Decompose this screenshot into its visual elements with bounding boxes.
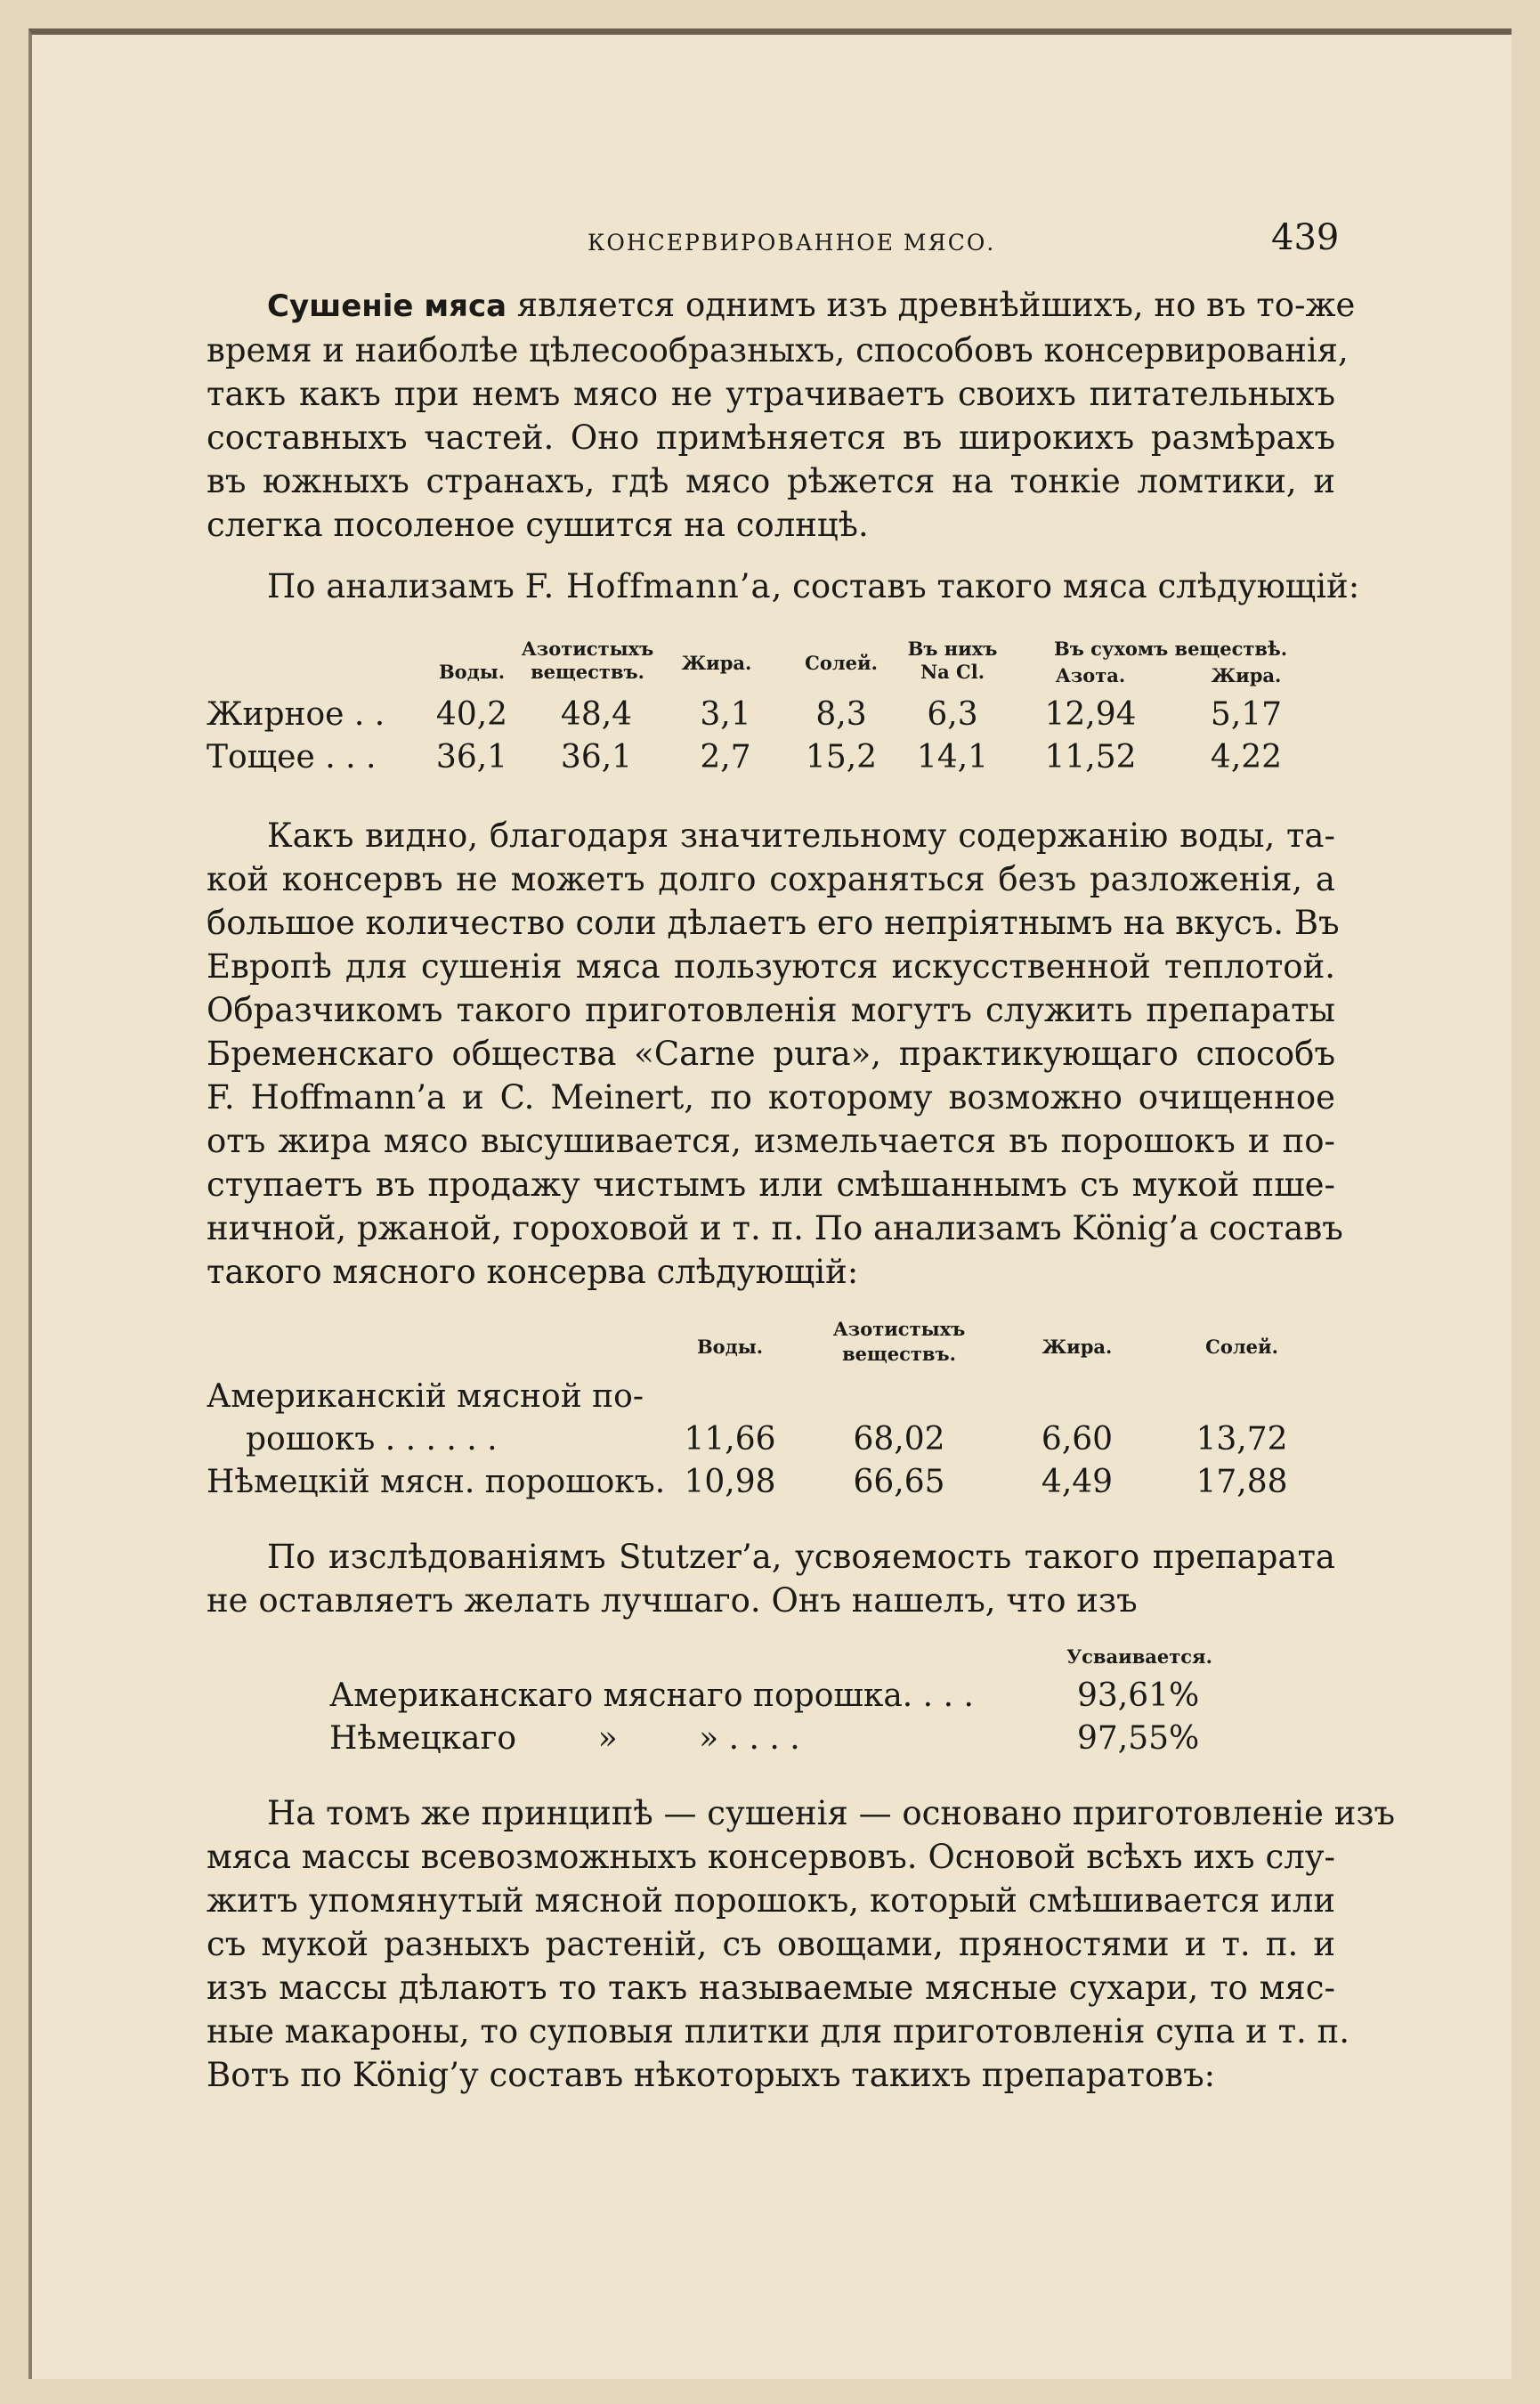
table1-cell: 3,1 — [700, 696, 751, 733]
table1-header-nacl-2: Na Cl. — [920, 661, 985, 683]
paragraph-line: F. Hoffmann’a и C. Meinert, по которому возможно очищенное — [207, 1078, 1335, 1117]
table3-value: 97,55% — [1077, 1720, 1200, 1757]
table3-header: Усваивается. — [1066, 1645, 1212, 1668]
table1-cell: 40,2 — [435, 696, 508, 733]
table1-header-salt: Солей. — [805, 652, 878, 674]
table2-row-label: Американскій мясной по- — [207, 1378, 644, 1415]
paragraph-line: слегка посоленое сушится на солнцѣ. — [207, 506, 869, 544]
table1-header-fat: Жира. — [681, 652, 752, 674]
paragraph-stutzer — [207, 1535, 1335, 1622]
paragraph-line: Образчикомъ такого приготовленія могутъ служить препараты — [207, 991, 1335, 1029]
paragraph-line: большое количество соли дѣлаетъ его непріятнымъ на вкусъ. Въ — [207, 904, 1340, 942]
table1-header-nacl-1: Въ нихъ — [907, 638, 998, 660]
paragraph-hoffmann-intro — [207, 564, 1360, 608]
paragraph-line: Бременскаго общества «Carne pura», практикующаго способъ — [207, 1035, 1335, 1073]
table2-header-salt: Солей. — [1205, 1336, 1278, 1358]
table1-cell: 15,2 — [805, 739, 878, 776]
table1-cell: 6,3 — [927, 696, 978, 733]
table1-header-nitro-2: веществъ. — [531, 661, 644, 683]
table2-header-nitro-1: Азотистыхъ — [832, 1318, 966, 1340]
paragraph-line: По изслѣдованіямъ Stutzer’a, усвояемость такого препарата — [267, 1538, 1335, 1576]
table1-cell: 14,1 — [916, 739, 989, 776]
paragraph-line: въ южныхъ странахъ, гдѣ мясо рѣжется на тонкіе ломтики, и — [207, 462, 1335, 500]
table1-header-water: Воды. — [438, 661, 506, 683]
table1-cell: 8,3 — [815, 696, 867, 733]
running-header: КОНСЕРВИРОВАННОЕ МЯСО. — [588, 230, 996, 256]
table1-row-label: Тощее . . . — [207, 739, 377, 776]
paragraph-europe — [207, 814, 1343, 1294]
paragraph-line: Какъ видно, благодаря значительному содержанію воды, та- — [267, 816, 1335, 855]
table1-cell: 36,1 — [435, 739, 508, 776]
table3-row-label: Американскаго мяснаго порошка. . . . — [329, 1677, 974, 1714]
table2-row-label: рошокъ . . . . . . — [246, 1421, 498, 1458]
table3-value: 93,61% — [1077, 1677, 1200, 1714]
paragraph-line: житъ упомянутый мясной порошокъ, который смѣшивается или — [207, 1881, 1335, 1920]
paragraph-line: такъ какъ при немъ мясо не утрачиваетъ своихъ питательныхъ — [207, 375, 1335, 413]
paragraph-line: По анализамъ F. Hoffmann’a, составъ такого мяса слѣдующій: — [267, 567, 1360, 605]
table1-cell: 12,94 — [1044, 696, 1137, 733]
table2-cell: 11,66 — [684, 1421, 776, 1458]
table3-row-label: Нѣмецкаго » » . . . . — [329, 1720, 800, 1757]
table1-header-nitro-1: Азотистыхъ — [521, 638, 654, 660]
paragraph-line: время и наиболѣе цѣлесообразныхъ, способовъ консервированія, — [207, 331, 1349, 370]
table2-row-label: Нѣмецкій мясн. порошокъ. — [207, 1464, 666, 1500]
table2-cell: 13,72 — [1196, 1421, 1288, 1458]
paragraph-line: съ мукой разныхъ растеній, съ овощами, пряностями и т. п. и — [207, 1925, 1335, 1963]
table2-cell: 6,60 — [1041, 1421, 1114, 1458]
paragraph-line: кой консервъ не можетъ долго сохраняться безъ разложенія, а — [207, 860, 1335, 898]
paragraph-drying — [207, 283, 1356, 547]
table1-cell: 48,4 — [560, 696, 633, 733]
table2-cell: 68,02 — [853, 1421, 945, 1458]
paragraph-line: ные макароны, то суповыя плитки для приготовленія супа и т. п. — [207, 2012, 1350, 2051]
paragraph-line: На томъ же принципѣ — сушенія — основано приготовленіе изъ — [267, 1794, 1396, 1832]
author-name: F. Hoffmann’a — [524, 567, 772, 605]
paragraph-line: не оставляетъ желать лучшаго. Онъ нашелъ, что изъ — [207, 1581, 1138, 1620]
table2-cell: 4,49 — [1041, 1464, 1114, 1500]
table1-cell: 5,17 — [1210, 696, 1283, 733]
paragraph-line: Сушеніе мяса является однимъ изъ древнѣйшихъ, но въ то-же — [267, 286, 1356, 324]
paragraph-line: такого мясного консерва слѣдующій: — [207, 1253, 859, 1291]
paragraph-line: мяса массы всевозможныхъ консервовъ. Основой всѣхъ ихъ слу- — [207, 1838, 1335, 1876]
table1-header-dry-fat: Жира. — [1211, 664, 1282, 686]
paragraph-line: составныхъ частей. Оно примѣняется въ широкихъ размѣрахъ — [207, 418, 1335, 457]
table1-cell: 11,52 — [1044, 739, 1137, 776]
table1-cell: 4,22 — [1210, 739, 1283, 776]
paragraph-line: изъ массы дѣлаютъ то такъ называемые мясные сухари, то мяс- — [207, 1969, 1335, 2007]
paragraph-line: ступаетъ въ продажу чистымъ или смѣшаннымъ съ мукой пше- — [207, 1165, 1335, 1204]
paragraph-line: Европѣ для сушенія мяса пользуются искусственной теплотой. — [207, 947, 1335, 986]
table1-header-dry-n: Азота. — [1055, 664, 1126, 686]
lead-term: Сушеніе мяса — [267, 288, 507, 324]
table1-header-dry-group: Въ сухомъ веществѣ. — [1053, 638, 1288, 660]
paragraph-preparations — [207, 1791, 1396, 2097]
table2-header-fat: Жира. — [1042, 1336, 1113, 1358]
paragraph-line: Вотъ по König’у составъ нѣкоторыхъ такихъ препаратовъ: — [207, 2056, 1216, 2094]
table2-cell: 66,65 — [853, 1464, 945, 1500]
table2-cell: 10,98 — [684, 1464, 776, 1500]
table2-cell: 17,88 — [1196, 1464, 1288, 1500]
paragraph-line: отъ жира мясо высушивается, измельчается въ порошокъ и по- — [207, 1122, 1335, 1160]
table1-cell: 36,1 — [560, 739, 633, 776]
table2-header-nitro-2: веществъ. — [842, 1343, 956, 1365]
table1-cell: 2,7 — [700, 739, 751, 776]
table1-row-label: Жирное . . — [207, 696, 385, 733]
table2-header-water: Воды. — [696, 1336, 764, 1358]
page-number: 439 — [1271, 217, 1340, 258]
paragraph-line: ничной, ржаной, гороховой и т. п. По анализамъ König’a составъ — [207, 1209, 1343, 1247]
